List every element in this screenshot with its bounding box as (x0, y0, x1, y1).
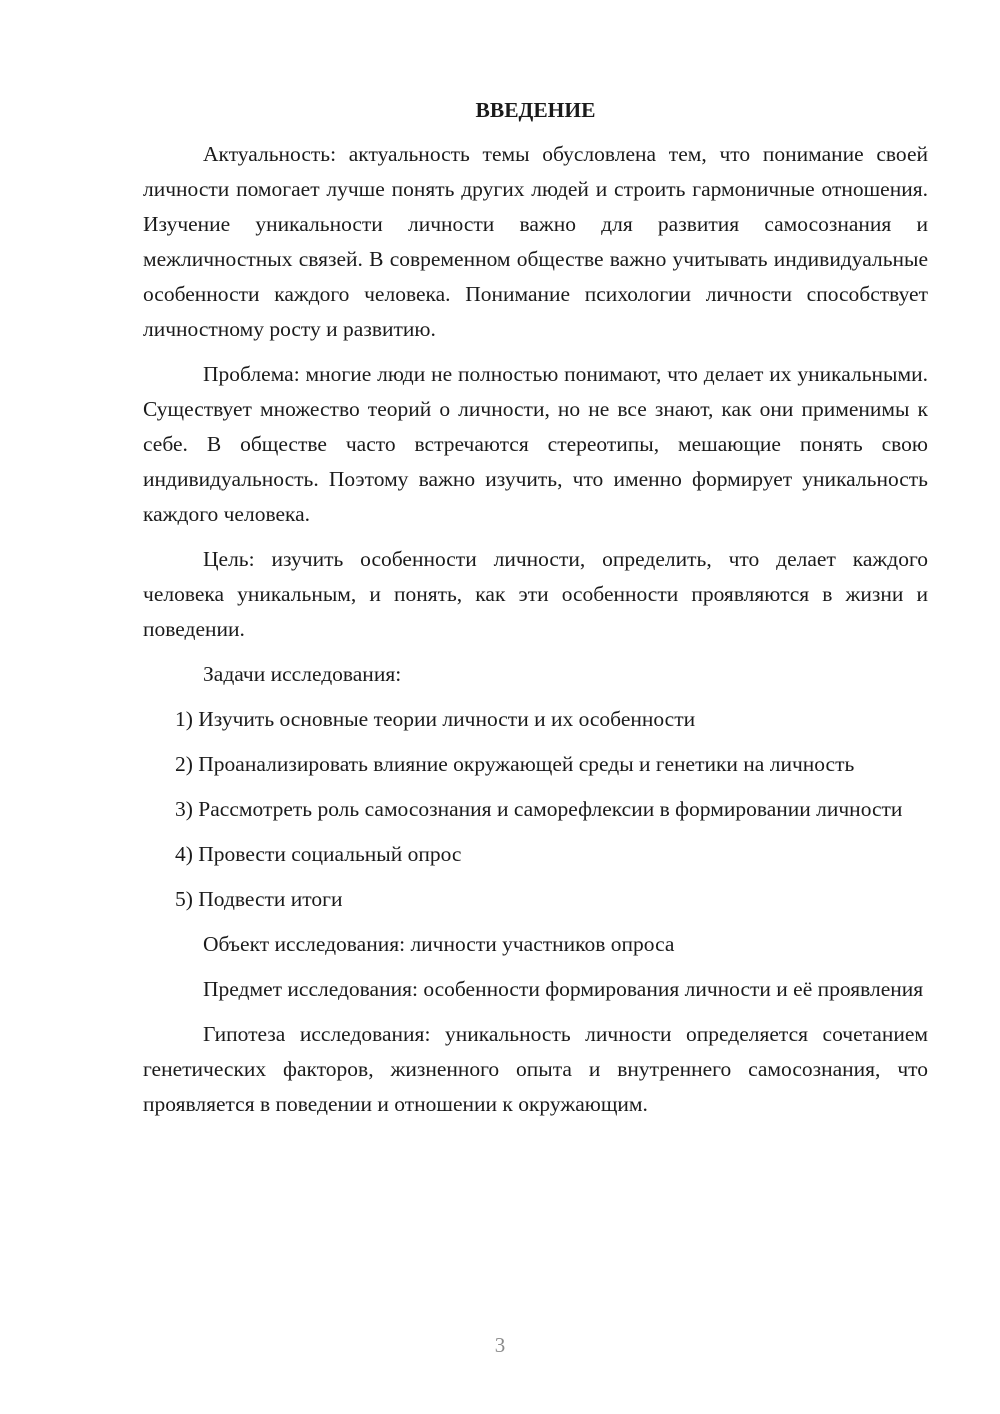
task-item-2: 2) Проанализировать влияние окружающей среды и генетики на личность (175, 752, 855, 776)
task-item-4: 4) Провести социальный опрос (175, 842, 462, 866)
tasks-heading: Задачи исследования: (203, 662, 402, 686)
document-page (143, 95, 928, 1132)
task-item-1: 1) Изучить основные теории личности и их особенности (175, 707, 696, 731)
task-item-5: 5) Подвести итоги (175, 887, 343, 911)
paragraph-relevance: Актуальность: актуальность темы обусловлена тем, что понимание своей личности помогает лучше понять других людей и строить гармоничные отношения. Изучение уникальности личности важно для развития самосознания и межличностных связей. В современном обществе важно учитывать индивидуальные особенности каждого человека. Понимание психологии личности способствует личностному росту и развитию. (143, 142, 928, 341)
paragraph-problem: Проблема: многие люди не полностью понимают, что делает их уникальными. Существует множество теорий о личности, но не все знают, как они применимы к себе. В обществе часто встречаются стереотипы, мешающие понять свою индивидуальность. Поэтому важно изучить, что именно формирует уникальность каждого человека. (143, 362, 928, 526)
paragraph-hypothesis: Гипотеза исследования: уникальность личности определяется сочетанием генетических факторов, жизненного опыта и внутреннего самосознания, что проявляется в поведении и отношении к окружающим. (143, 1022, 928, 1116)
page-title: ВВЕДЕНИЕ (475, 98, 596, 122)
page-number: 3 (494, 1333, 506, 1357)
paragraph-object: Объект исследования: личности участников опроса (203, 932, 675, 956)
paragraph-subject: Предмет исследования: особенности формирования личности и её проявления (203, 977, 924, 1001)
task-item-3: 3) Рассмотреть роль самосознания и саморефлексии в формировании личности (175, 797, 903, 821)
paragraph-goal: Цель: изучить особенности личности, определить, что делает каждого человека уникальным, и понять, как эти особенности проявляются в жизни и поведении. (143, 547, 928, 641)
